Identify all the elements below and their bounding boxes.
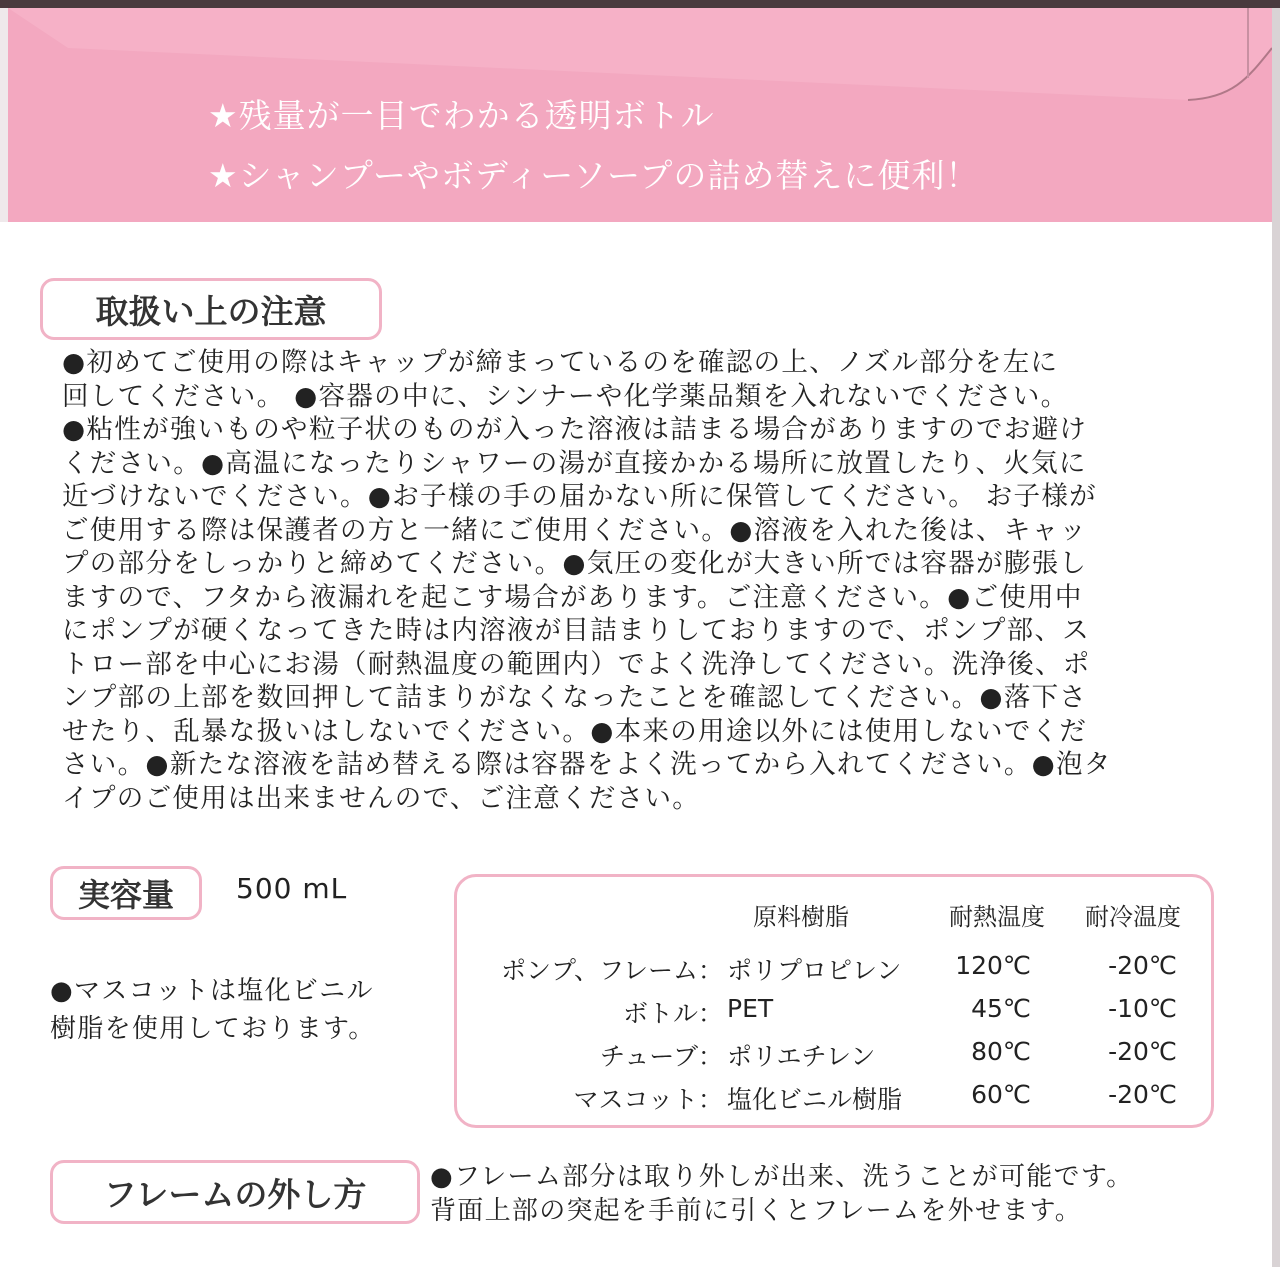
- mascot-note-line: 樹脂を使用しております。: [50, 1014, 376, 1044]
- material-part: ボトル：: [622, 999, 723, 1028]
- caution-line: にポンプが硬くなってきた時は内溶液が目詰まりしておりますので、ポンプ部、ス: [62, 615, 1091, 646]
- material-part: ポンプ、フレーム：: [500, 956, 723, 985]
- material-cold: -20℃: [1108, 951, 1177, 980]
- caution-line: ますので、フタから液漏れを起こす場合があります。ご注意ください。●ご使用中: [62, 581, 1083, 613]
- caution-line: 回してください。 ●容器の中に、シンナーや化学薬品類を入れないでください。: [62, 380, 1069, 412]
- top-dark-strip: [0, 0, 1280, 8]
- material-heat: 80℃: [971, 1037, 1031, 1066]
- feature-banner: [8, 8, 1272, 222]
- material-resin: ポリプロピレン: [727, 956, 902, 985]
- caution-line: トロー部を中心にお湯（耐熱温度の範囲内）でよく洗浄してください。洗浄後、ポ: [62, 648, 1091, 680]
- caution-text: [62, 346, 1252, 815]
- caution-line: せたり、乱暴な扱いはしないでください。●本来の用途以外には使用しないでくだ: [62, 715, 1088, 747]
- material-heat: 45℃: [971, 994, 1031, 1023]
- caution-line: ●粘性が強いものや粒子状のものが入った溶液は詰まる場合がありますのでお避け: [62, 414, 1088, 445]
- material-part: マスコット：: [573, 1085, 723, 1114]
- material-heat: 60℃: [971, 1080, 1031, 1109]
- caution-line: ください。●高温になったりシャワーの湯が直接かかる場所に放置したり、火気に: [62, 447, 1087, 479]
- material-cold: -20℃: [1108, 1037, 1177, 1066]
- material-row: [457, 994, 1217, 1034]
- frame-removal-text: [430, 1160, 1133, 1228]
- caution-line: ご使用する際は保護者の方と一緒にご使用ください。●溶液を入れた後は、キャッ: [62, 514, 1088, 546]
- material-cold: -10℃: [1108, 994, 1177, 1023]
- volume-label: 実容量: [50, 866, 202, 920]
- mascot-note-line: ●マスコットは塩化ビニル: [50, 976, 374, 1006]
- header-resin: 原料樹脂: [753, 903, 849, 931]
- caution-line: イプのご使用は出来ませんので、ご注意ください。: [62, 782, 701, 814]
- caution-line: 近づけないでください。●お子様の手の届かない所に保管してください。 お子様が: [62, 481, 1097, 512]
- header-heat: 耐熱温度: [949, 903, 1045, 931]
- mascot-note: [50, 972, 376, 1048]
- material-resin: 塩化ビニル樹脂: [727, 1085, 903, 1114]
- header-cold: 耐冷温度: [1085, 903, 1181, 931]
- material-row: [457, 951, 1217, 991]
- caution-line: プの部分をしっかりと締めてください。●気圧の変化が大きい所では容器が膨張し: [62, 548, 1088, 579]
- frame-removal-line: 背面上部の突起を手前に引くとフレームを外せます。: [430, 1196, 1083, 1226]
- frame-removal-label: フレームの外し方: [50, 1160, 420, 1224]
- right-edge: [1272, 8, 1280, 1267]
- feature-line-1: ★残量が一目でわかる透明ボトル: [208, 96, 715, 135]
- material-cold: -20℃: [1108, 1080, 1177, 1109]
- caution-line: ●初めてご使用の際はキャップが締まっているのを確認の上、ノズル部分を左に: [62, 347, 1059, 378]
- feature-line-2: ★シャンプーやボディーソープの詰め替えに便利！: [208, 156, 980, 195]
- left-edge: [0, 8, 8, 222]
- material-resin: PET: [727, 994, 774, 1023]
- caution-heading: 取扱い上の注意: [40, 278, 382, 340]
- caution-line: ンプ部の上部を数回押して詰まりがなくなったことを確認してください。●落下さ: [62, 682, 1088, 713]
- frame-removal-line: ●フレーム部分は取り外しが出来、洗うことが可能です。: [430, 1162, 1134, 1192]
- material-heat: 120℃: [955, 951, 1031, 980]
- materials-table: [454, 874, 1214, 1128]
- material-part: チューブ：: [599, 1042, 723, 1071]
- caution-line: さい。●新たな溶液を詰め替える際は容器をよく洗ってから入れてください。●泡タ: [62, 749, 1112, 780]
- material-row: [457, 1037, 1217, 1077]
- material-row: [457, 1080, 1217, 1120]
- volume-value: 500 mL: [236, 872, 348, 905]
- material-resin: ポリエチレン: [727, 1042, 876, 1071]
